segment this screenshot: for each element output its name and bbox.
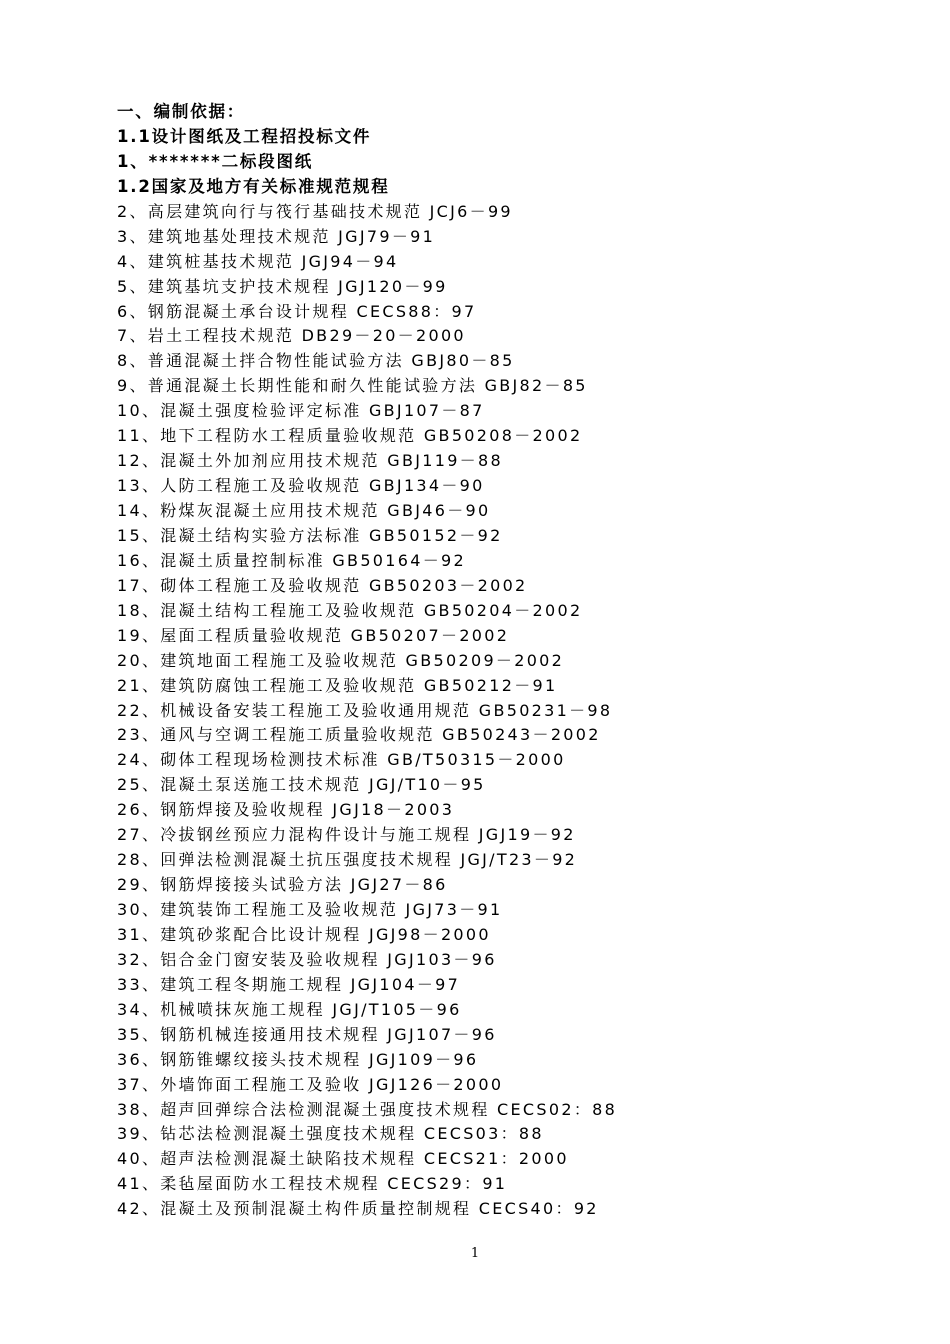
subsection-heading: 1.2国家及地方有关标准规范规程 — [117, 176, 390, 196]
standard-item: 13、人防工程施工及验收规范 GBJ134－90 — [117, 476, 485, 496]
standard-item: 25、混凝土泵送施工技术规范 JGJ/T10－95 — [117, 775, 486, 795]
standard-item: 18、混凝土结构工程施工及验收规范 GB50204－2002 — [117, 600, 583, 620]
standard-item: 21、建筑防腐蚀工程施工及验收规范 GB50212－91 — [117, 675, 558, 695]
subsection-heading: 1.1设计图纸及工程招投标文件 — [117, 126, 372, 146]
standard-item: 4、建筑桩基技术规范 JGJ94－94 — [117, 251, 399, 271]
standard-item: 15、混凝土结构实验方法标准 GB50152－92 — [117, 525, 503, 545]
standard-item: 23、通风与空调工程施工质量验收规范 GB50243－2002 — [117, 725, 601, 745]
standard-item: 39、钻芯法检测混凝土强度技术规程 CECS03：88 — [117, 1124, 544, 1144]
standard-item: 36、钢筋锥螺纹接头技术规程 JGJ109－96 — [117, 1049, 479, 1069]
standard-item: 37、外墙饰面工程施工及验收 JGJ126－2000 — [117, 1074, 504, 1094]
subsection-item: 1、*******二标段图纸 — [117, 151, 314, 171]
standard-item: 24、砌体工程现场检测技术标准 GB/T50315－2000 — [117, 750, 566, 770]
standard-item: 8、普通混凝土拌合物性能试验方法 GBJ80－85 — [117, 351, 515, 371]
standard-item: 26、钢筋焊接及验收规程 JGJ18－2003 — [117, 800, 455, 820]
standard-item: 19、屋面工程质量验收规范 GB50207－2002 — [117, 625, 510, 645]
section-heading: 一、编制依据： — [117, 102, 246, 121]
standard-item: 34、机械喷抹灰施工规程 JGJ/T105－96 — [117, 999, 462, 1019]
standard-item: 22、机械设备安装工程施工及验收通用规范 GB50231－98 — [117, 700, 613, 720]
standard-item: 6、钢筋混凝土承台设计规程 CECS88：97 — [117, 301, 477, 321]
standard-item: 7、岩土工程技术规范 DB29－20－2000 — [117, 326, 466, 346]
standard-item: 9、普通混凝土长期性能和耐久性能试验方法 GBJ82－85 — [117, 376, 588, 396]
standard-item: 40、超声法检测混凝土缺陷技术规程 CECS21：2000 — [117, 1149, 569, 1169]
document-body — [117, 100, 897, 1222]
standard-item: 42、混凝土及预制混凝土构件质量控制规程 CECS40：92 — [117, 1199, 599, 1219]
standard-item: 41、柔毡屋面防水工程技术规程 CECS29：91 — [117, 1174, 508, 1194]
standard-item: 16、混凝土质量控制标准 GB50164－92 — [117, 550, 466, 570]
page-number: 1 — [470, 1246, 480, 1261]
standard-item: 27、冷拔钢丝预应力混构件设计与施工规程 JGJ19－92 — [117, 825, 576, 845]
standard-item: 10、混凝土强度检验评定标准 GBJ107－87 — [117, 401, 485, 421]
standard-item: 11、地下工程防水工程质量验收规范 GB50208－2002 — [117, 426, 583, 446]
standard-item: 33、建筑工程冬期施工规程 JGJ104－97 — [117, 974, 461, 994]
standard-item: 38、超声回弹综合法检测混凝土强度技术规程 CECS02：88 — [117, 1099, 618, 1119]
standard-item: 5、建筑基坑支护技术规程 JGJ120－99 — [117, 276, 448, 296]
standard-item: 32、铝合金门窗安装及验收规程 JGJ103－96 — [117, 949, 497, 969]
standard-item: 14、粉煤灰混凝土应用技术规范 GBJ46－90 — [117, 501, 491, 520]
standard-item: 30、建筑装饰工程施工及验收规范 JGJ73－91 — [117, 900, 503, 919]
standard-item: 17、砌体工程施工及验收规范 GB50203－2002 — [117, 575, 528, 595]
standard-item: 3、建筑地基处理技术规范 JGJ79－91 — [117, 226, 436, 246]
standard-item: 31、建筑砂浆配合比设计规程 JGJ98－2000 — [117, 924, 491, 944]
standard-item: 2、高层建筑向行与筏行基础技术规范 JCJ6－99 — [117, 201, 513, 221]
standard-item: 12、混凝土外加剂应用技术规范 GBJ119－88 — [117, 451, 503, 471]
standard-item: 29、钢筋焊接接头试验方法 JGJ27－86 — [117, 875, 448, 895]
standard-item: 20、建筑地面工程施工及验收规范 GB50209－2002 — [117, 650, 565, 670]
standard-item: 28、回弹法检测混凝土抗压强度技术规程 JGJ/T23－92 — [117, 850, 578, 870]
standard-item: 35、钢筋机械连接通用技术规程 JGJ107－96 — [117, 1024, 497, 1044]
